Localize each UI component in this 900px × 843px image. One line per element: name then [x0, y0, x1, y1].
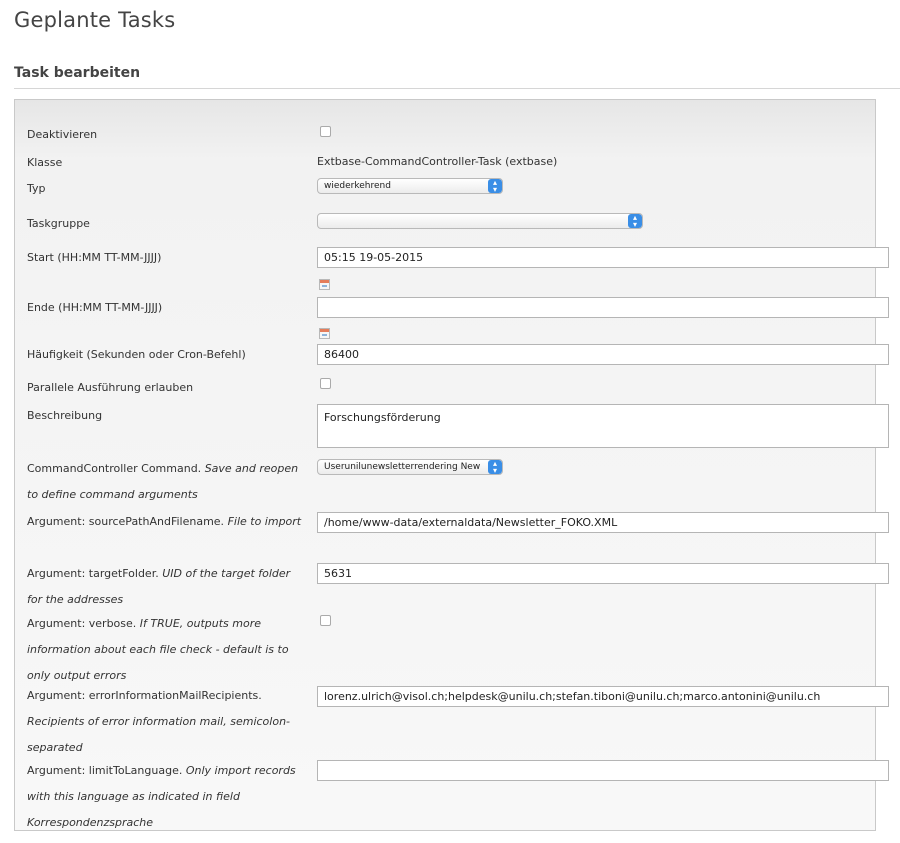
class-label: Klasse — [27, 156, 63, 169]
select-arrows-icon: ▴ ▾ — [628, 214, 642, 228]
calendar-icon[interactable] — [319, 279, 330, 290]
start-label: Start (HH:MM TT-MM-JJJJ) — [27, 251, 162, 264]
start-input[interactable]: 05:15 19-05-2015 — [317, 247, 889, 268]
type-select[interactable] — [317, 178, 503, 194]
arg-source-input[interactable]: /home/www-data/externaldata/Newsletter_FOKO.XML — [317, 512, 889, 533]
type-select-value: wiederkehrend — [324, 181, 391, 191]
arg-verbose-checkbox[interactable] — [320, 615, 331, 626]
arg-target-label: Argument: targetFolder. UID of the target folder for the addresses — [27, 567, 291, 606]
select-arrows-icon: ▴ ▾ — [488, 179, 502, 193]
select-arrows-icon: ▴ ▾ — [488, 460, 502, 474]
type-label: Typ — [27, 182, 46, 195]
arg-error-mail-label: Argument: errorInformationMailRecipients. Recipients of error information mail, semicolon-separated — [27, 689, 291, 754]
arg-error-mail-input[interactable]: lorenz.ulrich@visol.ch;helpdesk@unilu.ch;stefan.tiboni@unilu.ch;marco.antonini@unilu.ch — [317, 686, 889, 707]
command-label: CommandController Command. Save and reopen to define command arguments — [27, 462, 299, 501]
section-title: Task bearbeiten — [14, 65, 141, 81]
parallel-label: Parallele Ausführung erlauben — [27, 381, 194, 394]
arg-source-label: Argument: sourcePathAndFilename. File to import — [27, 515, 302, 528]
description-label: Beschreibung — [27, 409, 103, 422]
section-divider — [14, 88, 900, 89]
end-label: Ende (HH:MM TT-MM-JJJJ) — [27, 301, 163, 314]
arg-language-label: Argument: limitToLanguage. Only import records with this language as indicated in field Korrespondenzsprache — [27, 764, 296, 829]
deactivate-label: Deaktivieren — [27, 128, 98, 141]
calendar-icon[interactable] — [319, 328, 330, 339]
command-select[interactable] — [317, 459, 503, 475]
description-textarea[interactable]: Forschungsförderung — [317, 404, 889, 448]
arg-target-input[interactable]: 5631 — [317, 563, 889, 584]
frequency-label: Häufigkeit (Sekunden oder Cron-Befehl) — [27, 348, 246, 361]
command-select-value: Userunilunewsletterrendering New — [324, 462, 481, 472]
frequency-input[interactable]: 86400 — [317, 344, 889, 365]
arg-verbose-label: Argument: verbose. If TRUE, outputs more information about each file check - default is to only output errors — [27, 617, 289, 682]
deactivate-checkbox[interactable] — [320, 126, 331, 137]
page-title: Geplante Tasks — [14, 8, 176, 32]
task-group-label: Taskgruppe — [27, 217, 90, 230]
task-group-select[interactable] — [317, 213, 643, 229]
class-value: Extbase-CommandController-Task (extbase) — [317, 155, 558, 168]
parallel-checkbox[interactable] — [320, 378, 331, 389]
arg-language-input[interactable] — [317, 760, 889, 781]
end-input[interactable] — [317, 297, 889, 318]
